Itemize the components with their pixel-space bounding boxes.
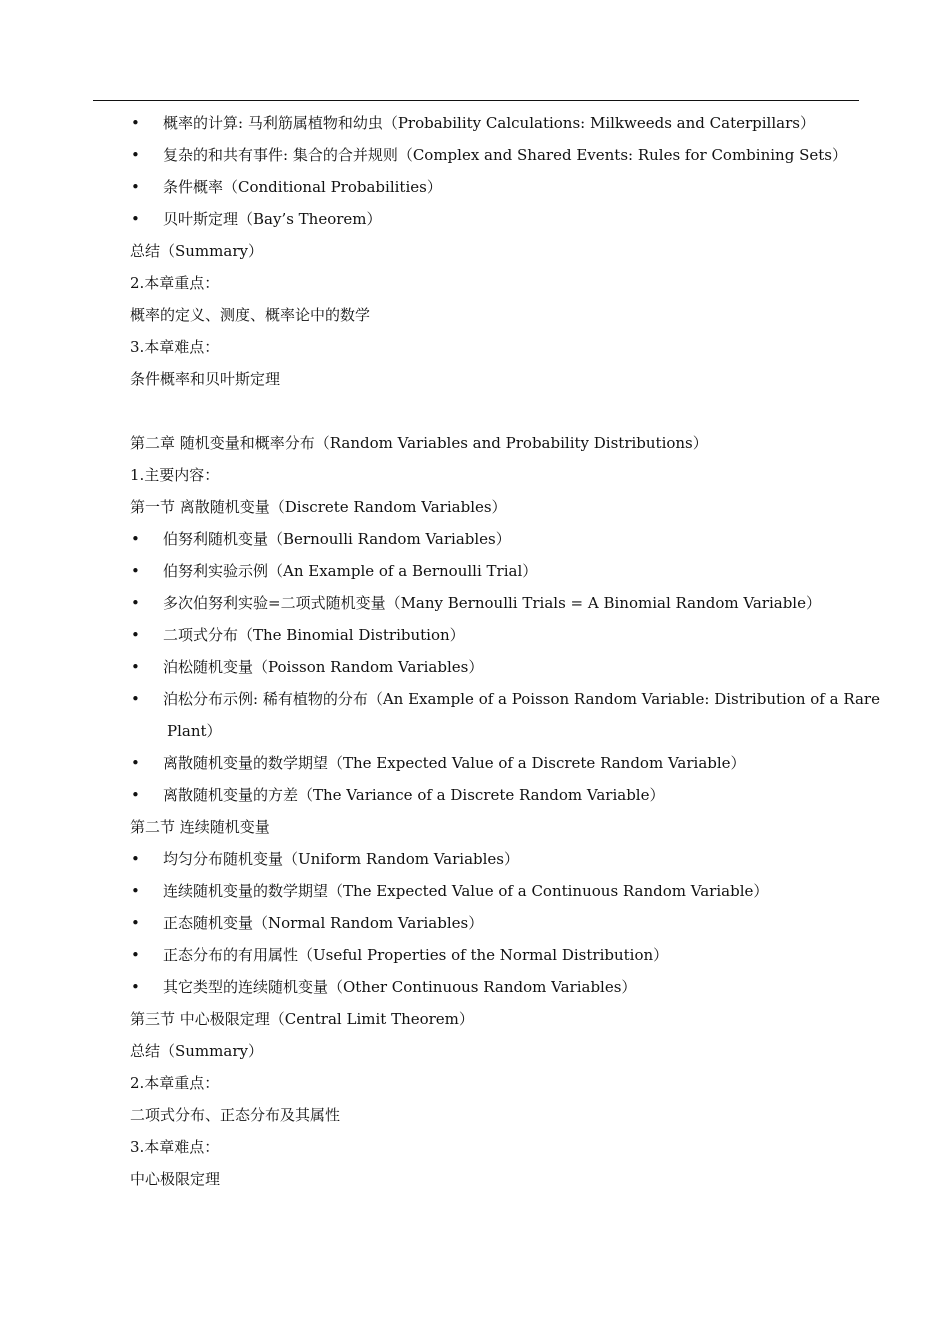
list-item-text: 条件概率（Conditional Probabilities） — [163, 178, 442, 196]
list-item-text: 离散随机变量的方差（The Variance of a Discrete Random Variable） — [163, 786, 665, 804]
bullet-icon: • — [131, 882, 140, 900]
list-item-continuation: Plant） — [167, 722, 222, 740]
list-item — [0, 107, 950, 139]
list-item-text: 正态随机变量（Normal Random Variables） — [163, 914, 484, 932]
chapter-title: 第二章 随机变量和概率分布（Random Variables and Probability Distributions） — [130, 434, 708, 452]
list-item — [0, 619, 950, 651]
bullet-icon: • — [131, 786, 140, 804]
document-body — [0, 107, 950, 1195]
bullet-icon: • — [131, 978, 140, 996]
section-title: 第二节 连续随机变量 — [130, 818, 270, 836]
difficulty-label: 3.本章难点： — [130, 338, 220, 356]
list-item-text: 泊松随机变量（Poisson Random Variables） — [163, 658, 484, 676]
summary-line: 总结（Summary） — [130, 242, 263, 260]
list-item — [0, 683, 950, 715]
list-item — [0, 907, 950, 939]
list-item-text: 多次伯努利实验=二项式随机变量（Many Bernoulli Trials = A Binomial Random Variable） — [163, 594, 821, 612]
bullet-icon: • — [131, 690, 140, 708]
list-item-text: 其它类型的连续随机变量（Other Continuous Random Variables） — [163, 978, 637, 996]
section-title: 第一节 离散随机变量（Discrete Random Variables） — [130, 498, 507, 516]
difficulty-label: 3.本章难点： — [130, 1138, 220, 1156]
list-item — [0, 555, 950, 587]
list-item — [0, 779, 950, 811]
paragraph-spacer — [0, 395, 950, 427]
list-item-text: 正态分布的有用属性（Useful Properties of the Normal Distribution） — [163, 946, 669, 964]
list-item-text: 贝叶斯定理（Bay’s Theorem） — [163, 210, 382, 228]
bullet-icon: • — [131, 210, 140, 228]
list-item-text: 泊松分布示例: 稀有植物的分布（An Example of a Poisson Random Variable: Distribution of a Rare — [163, 690, 880, 708]
list-item — [0, 203, 950, 235]
difficulty-text: 条件概率和贝叶斯定理 — [130, 370, 281, 388]
bullet-icon: • — [131, 178, 140, 196]
list-item — [0, 587, 950, 619]
key-points-text: 二项式分布、正态分布及其属性 — [130, 1106, 341, 1124]
bullet-icon: • — [131, 914, 140, 932]
list-item-text: 伯努利随机变量（Bernoulli Random Variables） — [163, 530, 511, 548]
list-item-text: 概率的计算: 马利筋属植物和幼虫（Probability Calculations: Milkweeds and Caterpillars） — [163, 114, 815, 132]
list-item-text: 二项式分布（The Binomial Distribution） — [163, 626, 465, 644]
bullet-icon: • — [131, 530, 140, 548]
bullet-icon: • — [131, 850, 140, 868]
main-content-label: 1.主要内容： — [130, 466, 220, 484]
header-rule — [93, 100, 859, 101]
key-points-label: 2.本章重点： — [130, 1074, 220, 1092]
bullet-icon: • — [131, 146, 140, 164]
section-title: 第三节 中心极限定理（Central Limit Theorem） — [130, 1010, 474, 1028]
list-item — [0, 523, 950, 555]
list-item — [0, 747, 950, 779]
key-points-text: 概率的定义、测度、概率论中的数学 — [130, 306, 371, 324]
bullet-icon: • — [131, 114, 140, 132]
bullet-icon: • — [131, 626, 140, 644]
bullet-icon: • — [131, 754, 140, 772]
bullet-icon: • — [131, 562, 140, 580]
bullet-icon: • — [131, 946, 140, 964]
bullet-icon: • — [131, 658, 140, 676]
list-item — [0, 971, 950, 1003]
list-item-text: 均匀分布随机变量（Uniform Random Variables） — [163, 850, 519, 868]
list-item — [0, 843, 950, 875]
list-item — [0, 939, 950, 971]
list-item — [0, 139, 950, 171]
list-item — [0, 171, 950, 203]
list-item-text: 伯努利实验示例（An Example of a Bernoulli Trial） — [163, 562, 538, 580]
summary-line: 总结（Summary） — [130, 1042, 263, 1060]
bullet-icon: • — [131, 594, 140, 612]
key-points-label: 2.本章重点： — [130, 274, 220, 292]
list-item-text: 离散随机变量的数学期望（The Expected Value of a Discrete Random Variable） — [163, 754, 746, 772]
list-item-text: 复杂的和共有事件: 集合的合并规则（Complex and Shared Events: Rules for Combining Sets） — [163, 146, 847, 164]
list-item — [0, 875, 950, 907]
list-item — [0, 651, 950, 683]
list-item-text: 连续随机变量的数学期望（The Expected Value of a Continuous Random Variable） — [163, 882, 769, 900]
difficulty-text: 中心极限定理 — [130, 1170, 221, 1188]
